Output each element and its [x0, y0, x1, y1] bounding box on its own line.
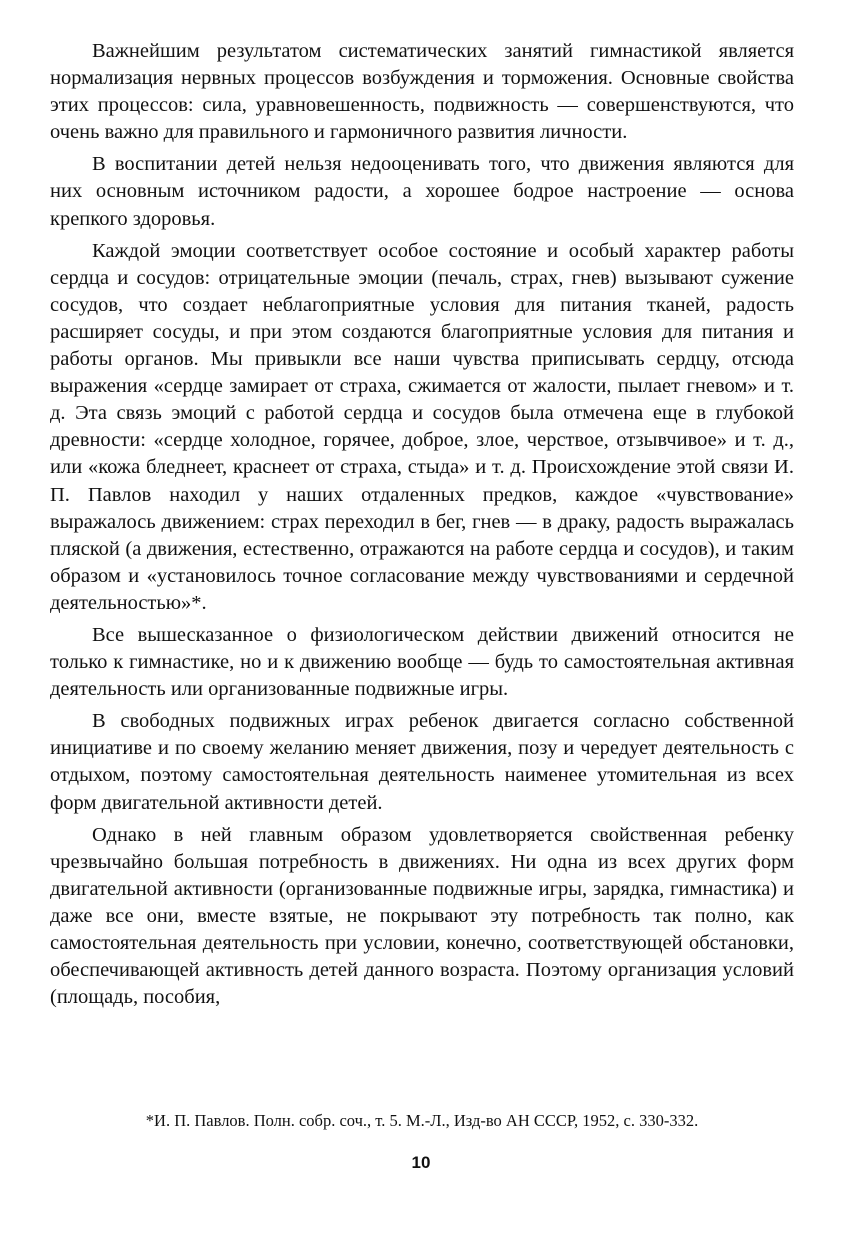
paragraph-2: В воспитании детей нельзя недооценивать того, что движения являются для них основным источником радости, а хорошее бодрое настроение — основа крепкого здоровья.	[50, 153, 794, 230]
paragraph-3: Каждой эмоции соответствует особое состояние и особый характер работы сердца и сосудов: отрицательные эмоции (печаль, страх, гнев) вызывают сужение сосудов, что создает неблагоприятные условия для питания тканей, радость расширяет сосуды, и при этом создаются благоприятные условия для питания и работы органов. Мы привыкли все наши чувства приписывать сердцу, отсюда выражения «сердце замирает от страха, сжимается от жалости, пылает гневом» и т. д. Эта связь эмоций с работой сердца и сосудов была отмечена еще в глубокой древности: «сердце холодное, горячее, доброе, злое, черствое, отзывчивое» и т. д., или «кожа бледнеет, краснеет от страха, стыда» и т. д. Происхождение этой связи И. П. Павлов находил у наших отдаленных предков, каждое «чувствование» выражалось движением: страх переходил в бег, гнев — в драку, радость выражалась пляской (а движения, естественно, отражаются на работе сердца и сосудов), и таким образом и «установилось точное согласование между чувствованиями и сердечной деятельностью»*.	[50, 239, 794, 614]
footnote: *И. П. Павлов. Полн. собр. соч., т. 5. М.-Л., Изд-во АН СССР, 1952, с. 330-332.	[145, 1111, 699, 1130]
page-body	[50, 38, 794, 1016]
paragraph-5: В свободных подвижных играх ребенок двигается согласно собственной инициативе и по своему желанию меняет движения, позу и чередует деятельность с отдыхом, поэтому самостоятельная деятельность наименее утомительная из всех форм двигательной активности детей.	[50, 710, 794, 814]
paragraph-4: Все вышесказанное о физиологическом действии движений относится не только к гимнастике, но и к движению вообще — будь то самостоятельная активная деятельность или организованные подвижные игры.	[50, 623, 794, 701]
paragraph-6: Однако в ней главным образом удовлетворяется свойственная ребенку чрезвычайно большая потребность в движениях. Ни одна из всех других форм двигательной активности (организованные подвижные игры, зарядка, гимнастика) и даже все они, вместе взятые, не покрывают эту потребность так полно, как самостоятельная деятельность при условии, конечно, соответствующей обстановки, обеспечивающей активность детей данного возраста. Поэтому организация условий (площадь, пособия,	[50, 823, 794, 1009]
page-number: 10	[411, 1153, 431, 1172]
paragraph-1: Важнейшим результатом систематических занятий гимнастикой является нормализация нервных процессов возбуждения и торможения. Основные свойства этих процессов: сила, уравновешенность, подвижность — совершенствуются, что очень важно для правильного и гармоничного развития личности.	[50, 40, 794, 144]
